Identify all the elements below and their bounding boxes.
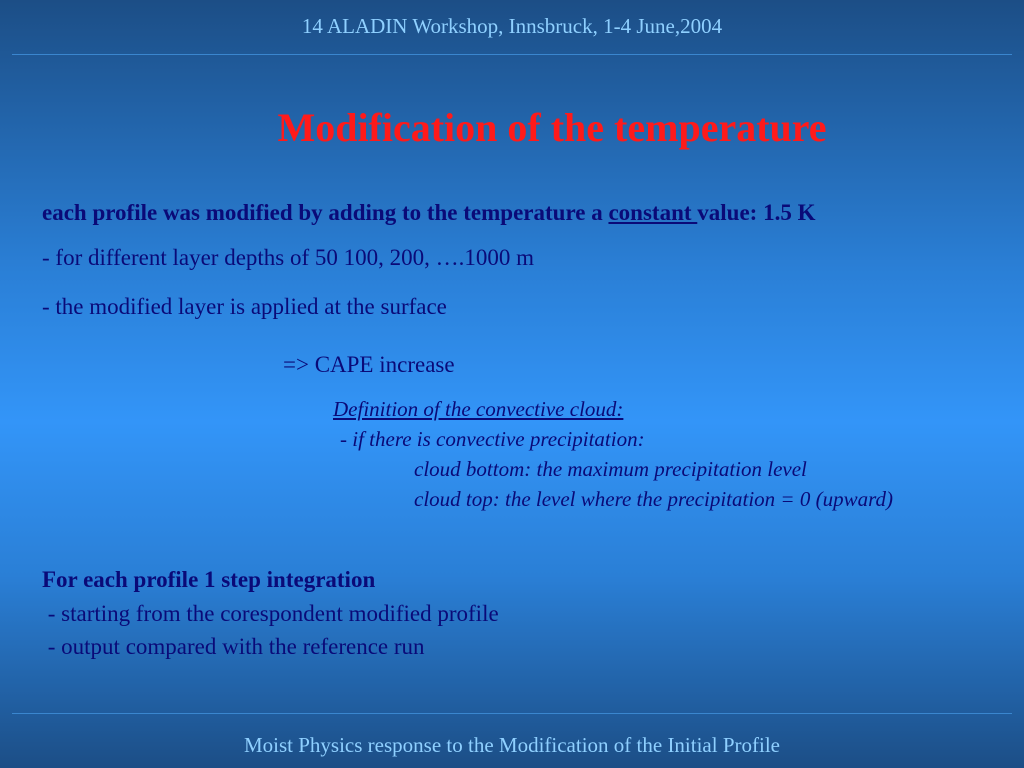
intro-line (42, 200, 815, 226)
definition-condition: - if there is convective precipitation: (340, 427, 645, 451)
definition-heading: Definition of the convective cloud: (333, 397, 624, 421)
integration-heading: For each profile 1 step integration (42, 567, 376, 592)
cape-increase: => CAPE increase (283, 352, 455, 377)
intro-suffix: value: 1.5 K (697, 200, 816, 225)
intro-constant: constant (608, 200, 698, 225)
slide-footer: Moist Physics response to the Modification of the Initial Profile (243, 733, 780, 757)
header-divider (12, 54, 1012, 55)
bullet-surface: - the modified layer is applied at the surface (42, 294, 447, 319)
bullet-layer-depths: - for different layer depths of 50 100, 200, ….1000 m (42, 245, 535, 270)
cloud-top: cloud top: the level where the precipitation = 0 (upward) (414, 487, 893, 511)
cloud-bottom: cloud bottom: the maximum precipitation level (414, 457, 807, 481)
slide-title: Modification of the temperature (277, 105, 827, 150)
slide-header: 14 ALADIN Workshop, Innsbruck, 1-4 June,2004 (301, 14, 723, 38)
integration-item-output: - output compared with the reference run (42, 634, 425, 659)
integration-item-start: - starting from the corespondent modified profile (42, 601, 499, 626)
intro-prefix: each profile was modified by adding to the temperature a (42, 200, 609, 225)
footer-divider (12, 713, 1012, 714)
